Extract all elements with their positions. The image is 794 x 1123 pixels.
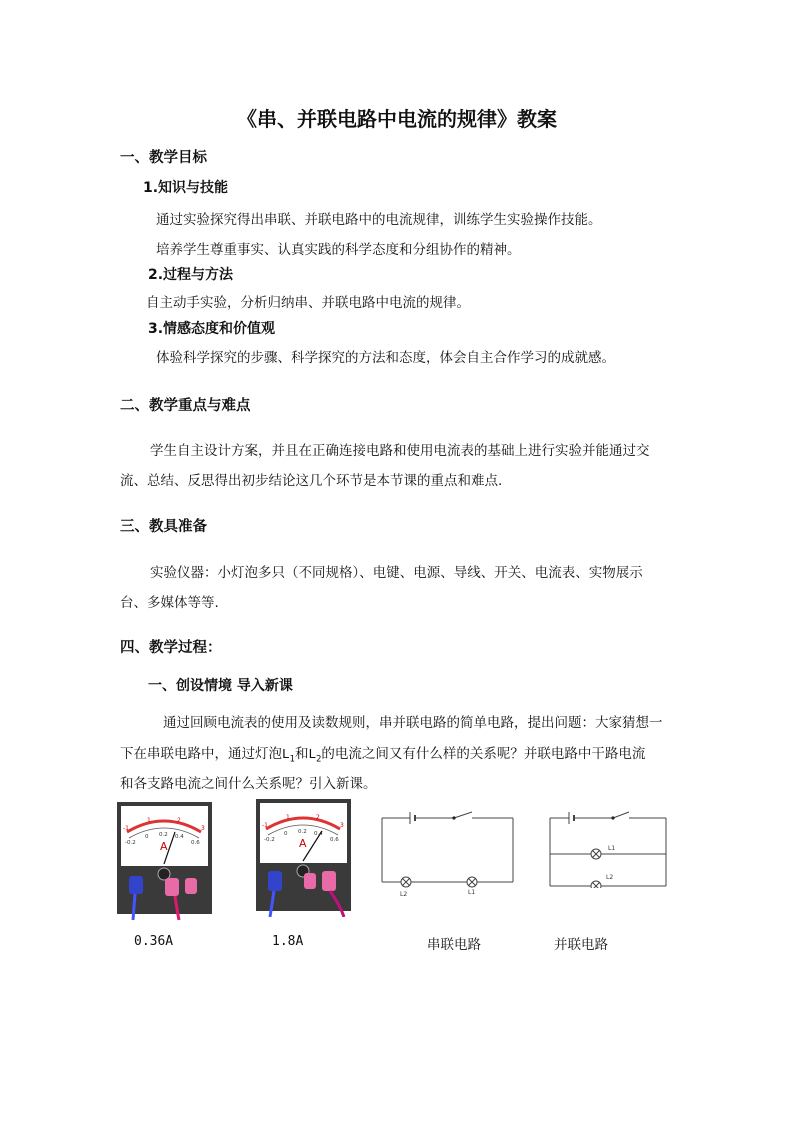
meter-tick-label: 1 <box>286 814 290 821</box>
ammeter-image-2 <box>256 799 351 917</box>
switch-blade <box>454 812 472 818</box>
ammeter-image-1 <box>117 802 212 920</box>
meter-unit-label: A <box>160 840 168 853</box>
terminal-positive-1 <box>165 878 179 896</box>
intro-line-1: 通过回顾电流表的使用及读数规则，串并联电路的简单电路，提出问题：大家猜想一 <box>163 715 663 731</box>
section-3-heading: 三、教具准备 <box>120 519 207 535</box>
caption-parallel-circuit: 并联电路 <box>554 937 608 953</box>
meter-tick-label: 0 <box>145 834 149 840</box>
caption-meter-1: 0.36A <box>134 934 174 949</box>
intro-subheading: 一、创设情境 导入新课 <box>148 678 293 694</box>
intro-line-2 <box>120 742 645 765</box>
process-method-heading: 2.过程与方法 <box>148 267 234 283</box>
process-method-paragraph: 自主动手实验，分析归纳串、并联电路中电流的规律。 <box>146 295 470 311</box>
meter-tick-label: -0.2 <box>125 840 136 846</box>
meter-unit-label: A <box>299 837 307 850</box>
lamp-letter: L <box>308 746 316 761</box>
knowledge-skills-heading: 1.知识与技能 <box>143 180 229 196</box>
section-4-heading: 四、教学过程： <box>120 640 222 656</box>
terminal-negative <box>268 871 282 891</box>
conjunction-text: 和 <box>294 746 309 762</box>
switch-blade <box>613 812 629 818</box>
wire-blue <box>133 894 135 920</box>
emotion-values-paragraph: 体验科学探究的步骤、科学探究的方法和态度，体会自主合作学习的成就感。 <box>156 350 615 366</box>
switch-pivot <box>611 816 614 819</box>
meter-tick-label: -1 <box>262 822 268 829</box>
parallel-circuit-diagram <box>547 808 669 888</box>
section-1-heading: 一、教学目标 <box>120 150 207 166</box>
key-points-line-1: 学生自主设计方案，并且在正确连接电路和使用电流表的基础上进行实验并能通过交 <box>150 443 650 459</box>
equipment-line-1: 实验仪器：小灯泡多只（不同规格）、电键、电源、导线、开关、电流表、实物展示 <box>150 565 643 581</box>
parallel-lamp-l2-symbol <box>591 881 601 888</box>
section-2-heading: 二、教学重点与难点 <box>120 398 251 414</box>
lamp-subscript-2: 2 <box>315 754 322 765</box>
meter-tick-label: 3 <box>340 822 344 829</box>
terminal-positive-1 <box>304 873 316 889</box>
parallel-lamp-label-l1: L1 <box>608 845 616 852</box>
meter-tick-label: -1 <box>123 825 129 832</box>
meter-tick-label: 0.2 <box>159 832 168 838</box>
lamp-l2-symbol <box>401 877 411 887</box>
terminal-positive-2 <box>185 878 197 894</box>
parallel-lamp-label-l2: L2 <box>606 874 614 881</box>
terminal-negative <box>129 876 143 894</box>
terminal-positive-2 <box>322 871 336 891</box>
lamp-subscript-1: 1 <box>289 754 295 765</box>
emotion-values-heading: 3.情感态度和价值观 <box>148 321 276 337</box>
meter-tick-label: 0.2 <box>298 829 307 835</box>
caption-meter-2: 1.8A <box>272 934 304 949</box>
knowledge-paragraph-2: 培养学生尊重事实、认真实践的科学态度和分组协作的精神。 <box>156 242 521 258</box>
intro-line-3: 和各支路电流之间什么关系呢？引入新课。 <box>120 776 377 792</box>
lamp-l1-symbol <box>467 877 477 887</box>
lamp-l2-label <box>308 746 322 765</box>
intro-line-2-start: 下在串联电路中，通过灯泡 <box>120 746 282 762</box>
parallel-lamp-l1-symbol <box>591 849 601 859</box>
meter-tick-label: 0.4 <box>314 831 323 837</box>
key-points-line-2: 流、总结、反思得出初步结论这几个环节是本节课的重点和难点. <box>120 473 503 489</box>
meter-tick-label: 0.6 <box>191 840 200 846</box>
intro-line-2-end: 的电流之间又有什么样的关系呢？并联电路中干路电流 <box>321 746 646 762</box>
switch-pivot <box>452 816 455 819</box>
meter-tick-label: 0.4 <box>175 834 184 840</box>
meter-tick-label: 0.6 <box>330 837 339 843</box>
series-lamp-label-l2: L2 <box>400 891 408 896</box>
page-title: 《串、并联电路中电流的规律》教案 <box>237 107 557 131</box>
meter-tick-label: 2 <box>177 817 181 824</box>
caption-series-circuit: 串联电路 <box>427 937 481 953</box>
equipment-line-2: 台、多媒体等等. <box>120 595 219 611</box>
meter-tick-label: 1 <box>147 817 151 824</box>
meter-tick-label: 3 <box>201 825 205 832</box>
meter-tick-label: -0.2 <box>264 837 275 843</box>
meter-tick-label: 2 <box>316 814 320 821</box>
lamp-l1-label <box>282 746 295 765</box>
lamp-letter: L <box>282 746 290 761</box>
series-circuit-diagram <box>380 808 516 896</box>
knowledge-paragraph-1: 通过实验探究得出串联、并联电路中的电流规律，训练学生实验操作技能。 <box>156 212 602 228</box>
series-lamp-label-l1: L1 <box>468 889 476 896</box>
meter-tick-label: 0 <box>284 831 288 837</box>
